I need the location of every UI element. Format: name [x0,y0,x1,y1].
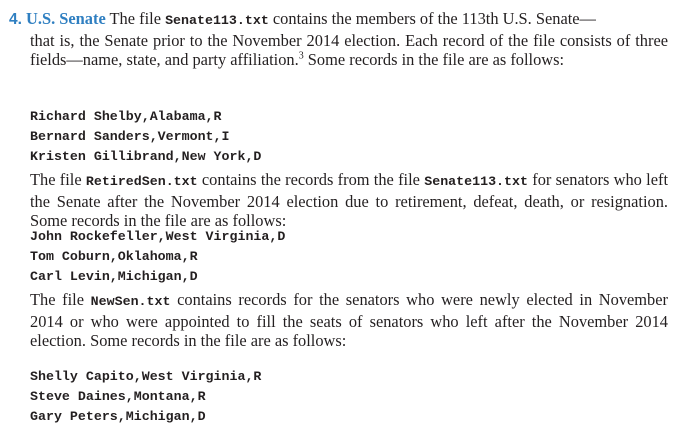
footnote-marker: 3 [298,50,304,62]
record-line: Shelly Capito,West Virginia,R [30,369,262,384]
record-list-retired [30,227,285,287]
record-list-senate113 [30,107,261,167]
retired-text-1: The file [30,170,86,189]
retired-text-2: contains the records from the file [197,170,425,189]
filename-senate113: Senate113.txt [424,174,528,189]
paragraph-new [30,290,668,351]
record-line: Tom Coburn,Oklahoma,R [30,249,198,264]
intro-text-1: The file [109,9,166,28]
record-line: Carl Levin,Michigan,D [30,269,198,284]
intro-text-2: contains the members of the 113th U.S. Senate— [268,9,596,28]
record-line: Bernard Sanders,Vermont,I [30,129,230,144]
filename-retiredsen: RetiredSen.txt [85,174,198,189]
exercise-number: 4. [9,11,22,28]
paragraph-retired [30,170,668,231]
record-line: Kristen Gillibrand,New York,D [30,149,262,164]
intro-text-3: that is, the Senate prior to the November 2014 election. Each record of the file consists of three fields—name, state, and party affiliation. [30,30,668,69]
filename-newsen: NewSen.txt [90,294,171,309]
record-line: John Rockefeller,West Virginia,D [30,229,286,244]
record-line: Richard Shelby,Alabama,R [30,109,222,124]
new-text-1: The file [30,290,91,309]
new-text-2: contains records for the senators who were newly elected in November 2014 or who were appointed to fill the seats of senators who left after the November 2014 election. Some records in the file are as follows: [30,290,668,350]
record-line: Steve Daines,Montana,R [30,389,206,404]
filename-senate113: Senate113.txt [165,13,269,28]
record-list-new [30,367,261,427]
exercise-heading: U.S. Senate [26,9,106,28]
paragraph-intro [9,9,668,70]
retired-text-3: for senators who left the Senate after the November 2014 election due to retirement, defeat, death, or resignation. Some records in the file are as follows: [30,170,668,230]
record-line: Gary Peters,Michigan,D [30,409,206,424]
intro-text-4: Some records in the file are as follows: [303,50,565,69]
